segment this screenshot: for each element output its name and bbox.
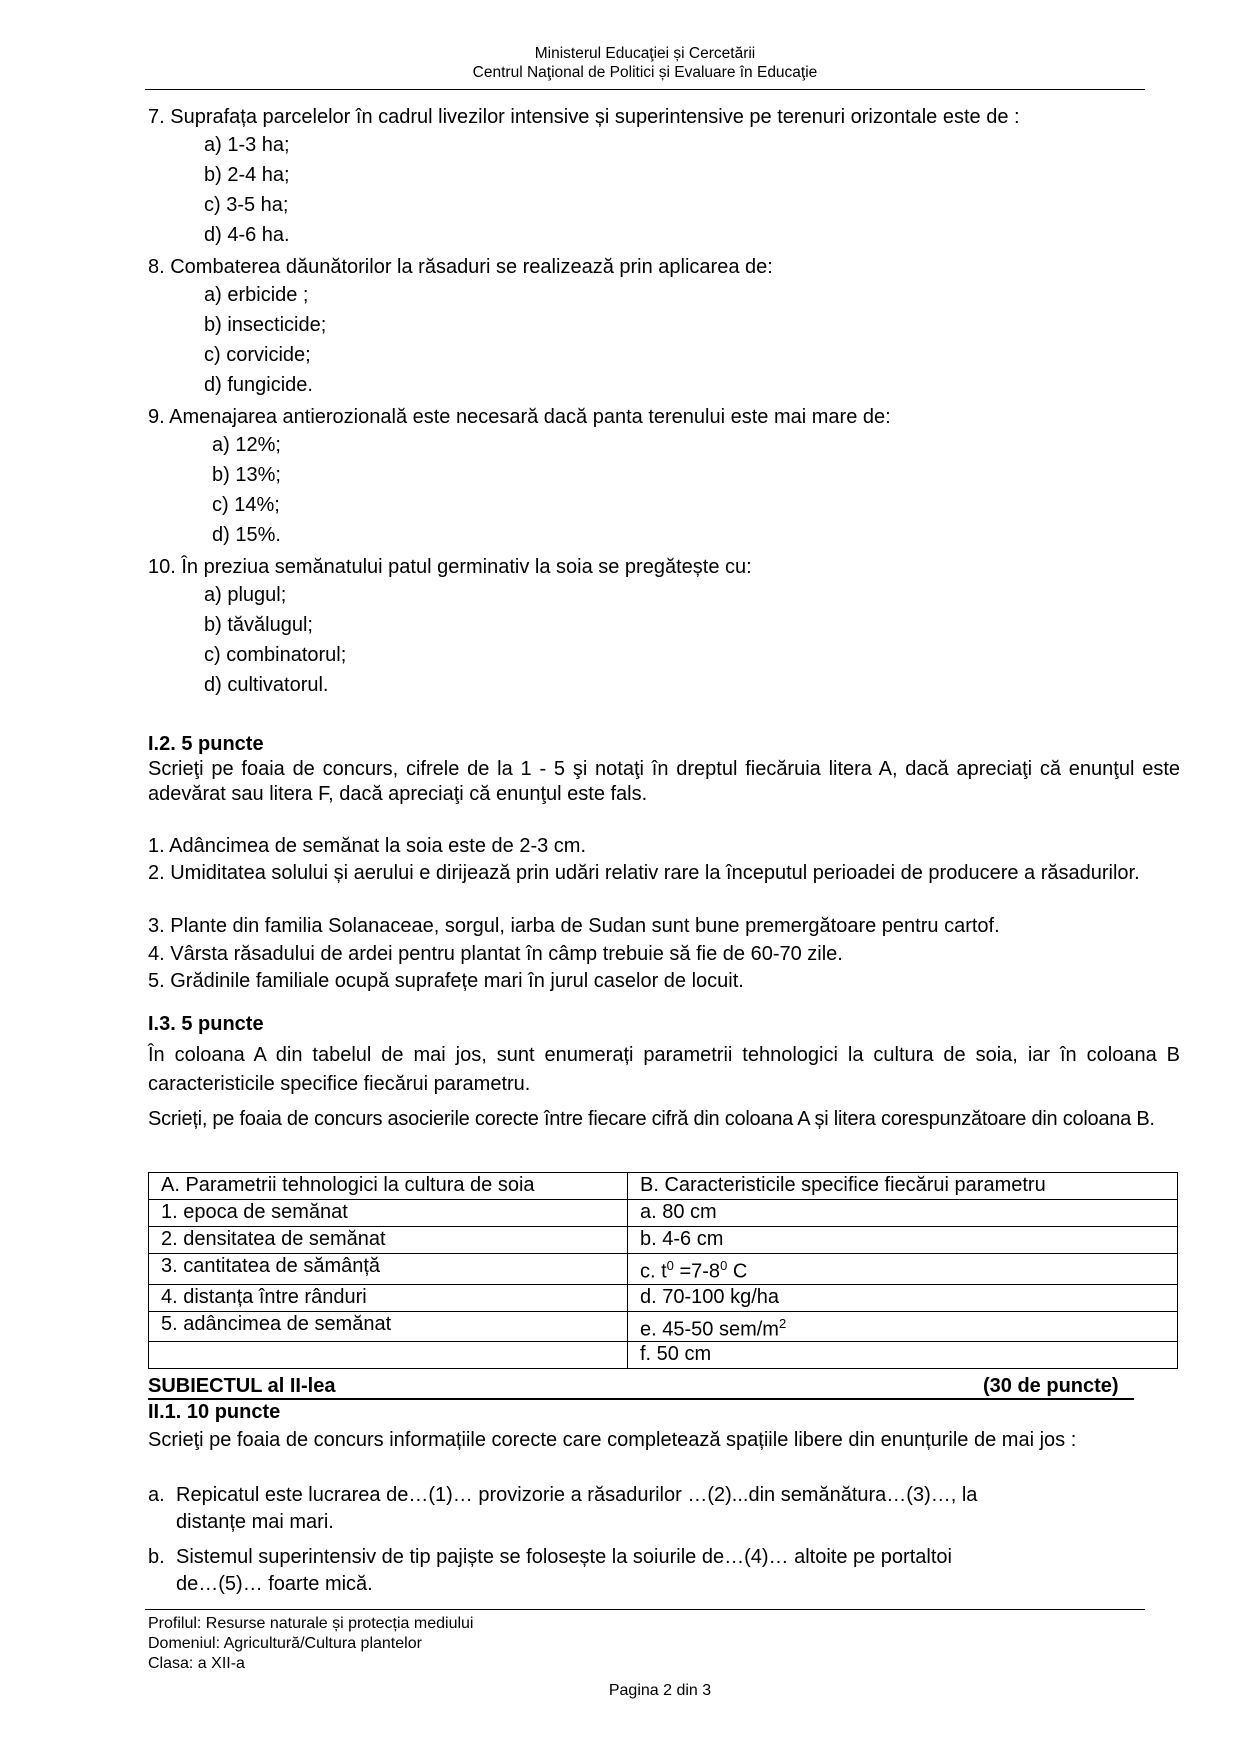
table-header-b: B. Caracteristicile specifice fiecărui parametru <box>628 1173 1178 1200</box>
q10-option-a: a) plugul; <box>204 584 287 606</box>
q7-option-a: a) 1-3 ha; <box>204 134 290 156</box>
col-a-cell: 2. densitatea de semănat <box>149 1227 628 1254</box>
c-option-end: C <box>727 1260 748 1283</box>
table-header-a: A. Parametrii tehnologici la cultura de soia <box>149 1173 628 1200</box>
subject-ii-underline <box>148 1398 1134 1400</box>
i2-statement-3: 3. Plante din familia Solanaceae, sorgul, iarba de Sudan sunt bune premergătoare pentru cartof. <box>148 915 1000 937</box>
col-b-cell: a. 80 cm <box>628 1200 1178 1227</box>
table-row <box>149 1284 1178 1311</box>
item-b-line1: Sistemul superintensiv de tip pajiște se folosește la soiurile de…(4)… altoite pe portaltoi <box>176 1546 952 1568</box>
q10-option-b: b) tăvălugul; <box>204 614 313 636</box>
e-superscript: 2 <box>778 1315 787 1331</box>
table-row <box>149 1227 1178 1254</box>
table-row <box>149 1342 1178 1369</box>
table-header-row <box>149 1173 1178 1200</box>
col-a-cell: 5. adâncimea de semănat <box>149 1311 628 1342</box>
c-superscript-1: 0 <box>666 1258 674 1273</box>
col-a-cell <box>149 1342 628 1369</box>
col-b-cell: f. 50 cm <box>628 1342 1178 1369</box>
q10-option-d: d) cultivatorul. <box>204 674 329 696</box>
page-number: Pagina 2 din 3 <box>608 1682 712 1699</box>
table-row <box>149 1200 1178 1227</box>
col-b-cell <box>628 1254 1178 1285</box>
item-b-line2: de…(5)… foarte mică. <box>176 1573 373 1595</box>
c-option-mid: =7-8 <box>673 1260 721 1283</box>
item-b-label: b. <box>148 1546 165 1568</box>
item-a-line2: distanțe mai mari. <box>176 1511 334 1533</box>
question-9: 9. Amenajarea antierozională este necesară dacă panta terenului este mai mare de: <box>148 406 891 428</box>
q10-option-c: c) combinatorul; <box>204 644 347 666</box>
table-row <box>149 1311 1178 1342</box>
col-b-cell <box>628 1311 1178 1342</box>
question-7: 7. Suprafața parcelelor în cadrul livezilor intensive și superintensive pe terenuri orizontale este de : <box>148 106 1020 128</box>
c-option-text: c. t <box>640 1260 667 1283</box>
section-i2-title: I.2. 5 puncte <box>148 733 264 755</box>
i2-statement-5: 5. Grădinile familiale ocupă suprafețe mari în jurul caselor de locuit. <box>148 970 744 992</box>
section-i3-intro: În coloana A din tabelul de mai jos, sunt enumerați parametrii tehnologici la cultura de soia, iar în coloana B caracteristicile specifice fiecărui parametru. <box>148 1044 1180 1095</box>
subject-ii-points: (30 de puncte) <box>983 1375 1119 1397</box>
question-10: 10. În preziua semănatului patul germinativ la soia se pregătește cu: <box>148 556 752 578</box>
q8-option-c: c) corvicide; <box>204 344 311 366</box>
c-superscript-2: 0 <box>720 1258 728 1273</box>
header-divider <box>145 89 1145 90</box>
item-a-label: a. <box>148 1484 165 1506</box>
item-a-line1: Repicatul este lucrarea de…(1)… provizorie a răsadurilor …(2)...din semănătura…(3)…, la <box>176 1484 978 1506</box>
header-ministry: Ministerul Educaţiei și Cercetării <box>534 45 756 62</box>
q7-option-c: c) 3-5 ha; <box>204 194 289 216</box>
q8-option-a: a) erbicide ; <box>204 284 309 306</box>
e-option-text: e. 45-50 sem/m <box>640 1318 779 1341</box>
question-8: 8. Combaterea dăunătorilor la răsaduri se realizează prin aplicarea de: <box>148 256 773 278</box>
col-a-cell: 1. epoca de semănat <box>149 1200 628 1227</box>
q9-option-b: b) 13%; <box>212 464 281 486</box>
header-center: Centrul Naţional de Politici și Evaluare în Educaţie <box>472 64 818 81</box>
footer-profile: Profilul: Resurse naturale și protecția mediului <box>148 1615 474 1632</box>
section-ii1-instruction: Scrieţi pe foaia de concurs informațiile corecte care completează spațiile libere din enunțurile de mai jos : <box>148 1429 1077 1451</box>
col-b-cell: b. 4-6 cm <box>628 1227 1178 1254</box>
section-i3-title: I.3. 5 puncte <box>148 1013 264 1035</box>
i2-statement-2: 2. Umiditatea solului și aerului e dirijează prin udări relativ rare la începutul perioadei de producere a răsadurilor. <box>148 862 1140 884</box>
footer-divider <box>145 1609 1145 1610</box>
i2-statement-4: 4. Vârsta răsadului de ardei pentru plantat în câmp trebuie să fie de 60-70 zile. <box>148 943 843 965</box>
section-ii1-title: II.1. 10 puncte <box>148 1401 281 1423</box>
q9-option-d: d) 15%. <box>212 524 281 546</box>
i2-statement-1: 1. Adâncimea de semănat la soia este de 2-3 cm. <box>148 835 587 857</box>
q9-option-a: a) 12%; <box>212 434 281 456</box>
q8-option-b: b) insecticide; <box>204 314 327 336</box>
q7-option-b: b) 2-4 ha; <box>204 164 290 186</box>
col-a-cell: 3. cantitatea de sămânță <box>149 1254 628 1285</box>
footer-domain: Domeniul: Agricultură/Cultura plantelor <box>148 1635 422 1652</box>
section-i2-instruction: Scrieţi pe foaia de concurs, cifrele de la 1 - 5 şi notaţi în dreptul fiecăruia litera A, dacă apreciaţi că enunţul este adevărat sau litera F, dacă apreciaţi că enunţul este fals. <box>148 758 1180 805</box>
section-i3-instruction: Scrieți, pe foaia de concurs asocierile corecte între fiecare cifră din coloana A și litera corespunzătoare din coloana B. <box>148 1108 1155 1130</box>
association-table <box>148 1172 1178 1369</box>
q7-option-d: d) 4-6 ha. <box>204 224 290 246</box>
q8-option-d: d) fungicide. <box>204 374 313 396</box>
col-a-cell: 4. distanța între rânduri <box>149 1284 628 1311</box>
q9-option-c: c) 14%; <box>212 494 280 516</box>
footer-class: Clasa: a XII-a <box>148 1655 245 1672</box>
subject-ii-title: SUBIECTUL al II-lea <box>148 1375 336 1397</box>
table-row <box>149 1254 1178 1285</box>
col-b-cell: d. 70-100 kg/ha <box>628 1284 1178 1311</box>
